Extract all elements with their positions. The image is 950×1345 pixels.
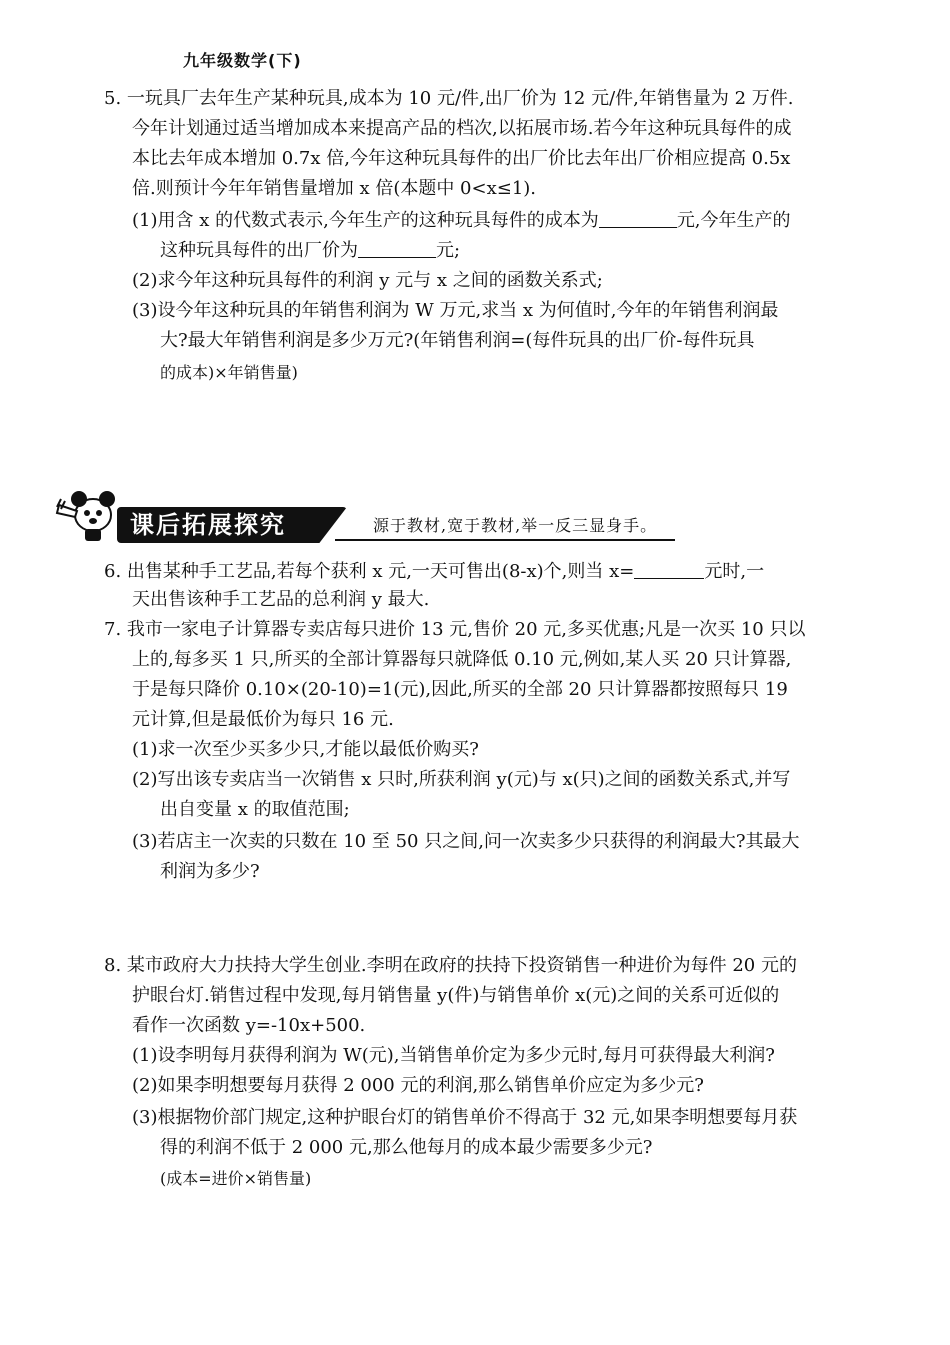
q8-part-3-line-1: (3)根据物价部门规定,这种护眼台灯的销售单价不得高于 32 元,如果李明想要每月获 — [132, 1107, 798, 1128]
q7-line-1: 7. 我市一家电子计算器专卖店每只进价 13 元,售价 20 元,多买优惠;凡是一次买 10 只以 — [104, 619, 806, 640]
q6-line-1 — [104, 560, 764, 584]
q5-part-3-line-1: (3)设今年这种玩具的年销售利润为 W 万元,求当 x 为何值时,今年的年销售利润最 — [132, 300, 779, 321]
q7-part-3-line-1: (3)若店主一次卖的只数在 10 至 50 只之间,问一次卖多少只获得的利润最大?其最大 — [132, 831, 800, 852]
q7-line-2: 上的,每多买 1 只,所买的全部计算器每只就降低 0.10 元,例如,某人买 20 只计算器, — [132, 649, 792, 670]
q8-note: (成本=进价×销售量) — [160, 1169, 312, 1188]
q5-line-1: 5. 一玩具厂去年生产某种玩具,成本为 10 元/件,出厂价为 12 元/件,年销售量为 2 万件. — [104, 88, 794, 109]
banner-divider — [335, 539, 675, 541]
q5-line-3: 本比去年成本增加 0.7x 倍,今年这种玩具每件的出厂价比去年出厂价相应提高 0.5x — [132, 148, 791, 169]
banner-title: 课后拓展探究 — [130, 511, 286, 539]
q5-part-3-line-3: 的成本)×年销售量) — [160, 363, 298, 382]
q7-part-2-line-1: (2)写出该专卖店当一次销售 x 只时,所获利润 y(元)与 x(只)之间的函数关系式,并写 — [132, 769, 791, 790]
q6-text-a: 6. 出售某种手工艺品,若每个获利 x 元,一天可售出(8-x)个,则当 x= — [104, 561, 635, 582]
q5-line-2: 今年计划通过适当增加成本来提高产品的档次,以拓展市场.若今年这种玩具每件的成 — [132, 118, 792, 139]
q7-line-4: 元计算,但是最低价为每只 16 元. — [132, 709, 394, 730]
q8-part-1: (1)设李明每月获得利润为 W(元),当销售单价定为多少元时,每月可获得最大利润? — [132, 1045, 775, 1066]
answer-blank — [358, 239, 436, 258]
q7-part-2-line-2: 出自变量 x 的取值范围; — [160, 799, 350, 820]
page-header-title: 九年级数学(下) — [183, 51, 302, 70]
q8-line-3: 看作一次函数 y=-10x+500. — [132, 1015, 366, 1036]
q8-part-2: (2)如果李明想要每月获得 2 000 元的利润,那么销售单价应定为多少元? — [132, 1075, 704, 1096]
q6-line-2: 天出售该种手工艺品的总利润 y 最大. — [132, 589, 430, 610]
q5-part-1-text-b: 元,今年生产的 — [676, 210, 791, 231]
q7-line-3: 于是每只降价 0.10×(20-10)=1(元),因此,所买的全部 20 只计算器都按照每只 19 — [132, 679, 788, 700]
q5-part-1-text-a: (1)用含 x 的代数式表示,今年生产的这种玩具每件的成本为 — [132, 210, 599, 231]
q5-part-3-line-2: 大?最大年销售利润是多少万元?(年销售利润=(每件玩具的出厂价-每件玩具 — [160, 330, 755, 351]
q7-part-3-line-2: 利润为多少? — [160, 861, 260, 882]
q8-part-3-line-2: 得的利润不低于 2 000 元,那么他每月的成本最少需要多少元? — [160, 1137, 653, 1158]
q5-part-2: (2)求今年这种玩具每件的利润 y 元与 x 之间的函数关系式; — [132, 270, 603, 291]
q5-part-1-line-2 — [160, 239, 460, 263]
q5-part-1-line-1 — [132, 209, 791, 233]
banner-slogan: 源于教材,宽于教材,举一反三显身手。 — [373, 516, 658, 535]
answer-blank — [599, 209, 677, 228]
q8-line-1: 8. 某市政府大力扶持大学生创业.李明在政府的扶持下投资销售一种进价为每件 20 元的 — [104, 955, 797, 976]
section-banner — [55, 485, 675, 545]
q5-line-4: 倍.则预计今年年销售量增加 x 倍(本题中 0<x≤1). — [132, 178, 537, 199]
q7-part-1: (1)求一次至少买多少只,才能以最低价购买? — [132, 739, 479, 760]
q5-part-1-text-d: 元; — [436, 240, 461, 261]
q6-text-b: 元时,一 — [704, 561, 765, 582]
q5-part-1-text-c: 这种玩具每件的出厂价为 — [160, 240, 358, 261]
answer-blank — [634, 560, 704, 579]
q8-line-2: 护眼台灯.销售过程中发现,每月销售量 y(件)与销售单价 x(元)之间的关系可近似的 — [132, 985, 780, 1006]
